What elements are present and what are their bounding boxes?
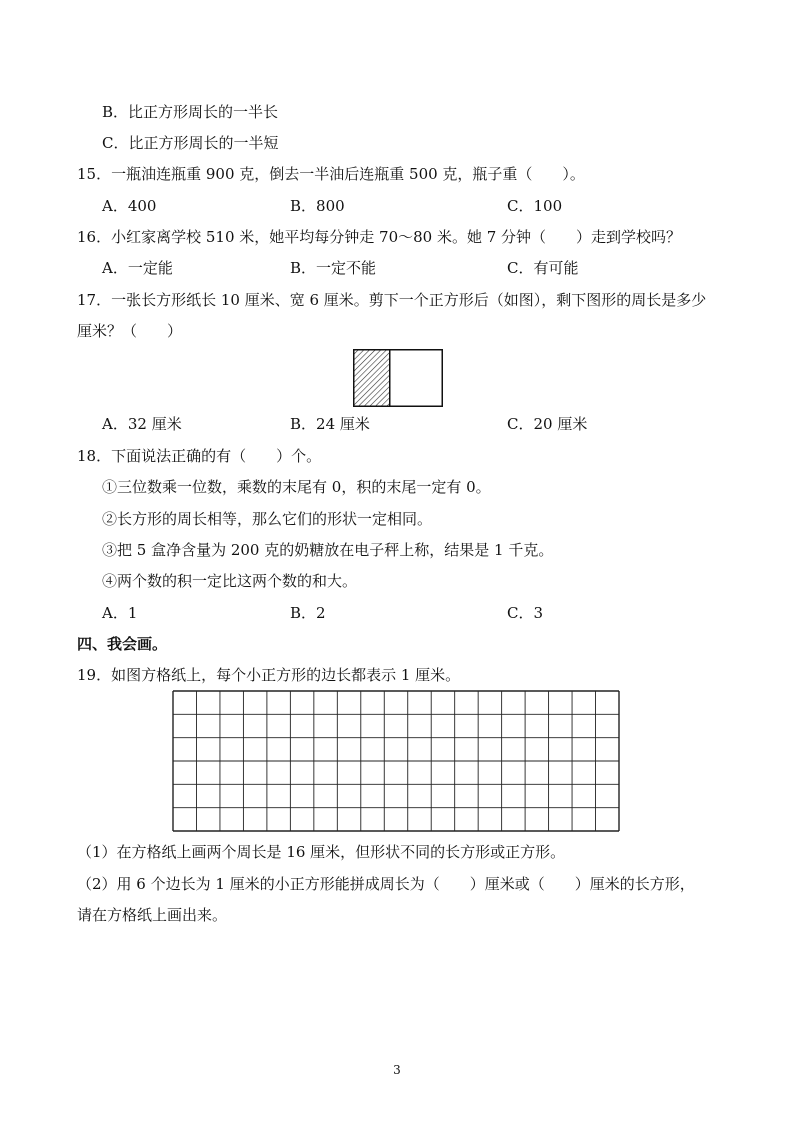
q19-grid-paper: [172, 690, 620, 832]
cut-square-hatched: [354, 350, 390, 407]
q18-statement-2: ②长方形的周长相等，那么它们的形状一定相同。: [102, 510, 433, 528]
q19-part2-line2: 请在方格纸上画出来。: [77, 906, 228, 924]
remaining-rectangle: [390, 350, 443, 407]
page-number: 3: [393, 1063, 401, 1077]
section-heading: 四、我会画。: [77, 635, 168, 653]
q17-stem-line2: 厘米？（ ）: [77, 322, 183, 340]
q17-stem-line1: 17．一张长方形纸长 10 厘米、宽 6 厘米。剪下一个正方形后（如图），剩下图形的周长是多少: [77, 291, 707, 309]
q16-option-b: B．一定不能: [290, 259, 377, 277]
q15-stem: 15．一瓶油连瓶重 900 克，倒去一半油后连瓶重 500 克，瓶子重（ ）。: [77, 165, 585, 183]
q16-stem: 16．小红家离学校 510 米，她平均每分钟走 70～80 米。她 7 分钟（ ）走到学校吗？: [77, 228, 682, 246]
q14-option-b: B．比正方形周长的一半长: [102, 103, 279, 121]
q18-statement-1: ①三位数乘一位数，乘数的末尾有 0，积的末尾一定有 0。: [102, 478, 491, 496]
q18-option-b: B．2: [290, 604, 326, 622]
q14-option-c: C．比正方形周长的一半短: [102, 134, 279, 152]
q17-option-a: A．32 厘米: [102, 415, 182, 433]
q17-option-b: B．24 厘米: [290, 415, 370, 433]
q16-option-a: A．一定能: [102, 259, 173, 277]
q16-option-c: C．有可能: [507, 259, 579, 277]
q19-part2-line1: （2）用 6 个边长为 1 厘米的小正方形能拼成周长为（ ）厘米或（ ）厘米的长方形，: [77, 875, 695, 893]
q15-option-a: A．400: [102, 197, 157, 215]
q18-option-a: A．1: [102, 604, 138, 622]
q17-figure: [353, 349, 443, 407]
q15-option-c: C．100: [507, 197, 563, 215]
q18-statement-4: ④两个数的积一定比这两个数的和大。: [102, 572, 358, 590]
q19-stem: 19．如图方格纸上，每个小正方形的边长都表示 1 厘米。: [77, 666, 461, 684]
q19-part1: （1）在方格纸上画两个周长是 16 厘米，但形状不同的长方形或正方形。: [77, 843, 566, 861]
q17-option-c: C．20 厘米: [507, 415, 588, 433]
q18-option-c: C．3: [507, 604, 544, 622]
q15-option-b: B．800: [290, 197, 345, 215]
q18-statement-3: ③把 5 盒净含量为 200 克的奶糖放在电子秤上称，结果是 1 千克。: [102, 541, 554, 559]
q18-stem: 18．下面说法正确的有（ ）个。: [77, 447, 322, 465]
